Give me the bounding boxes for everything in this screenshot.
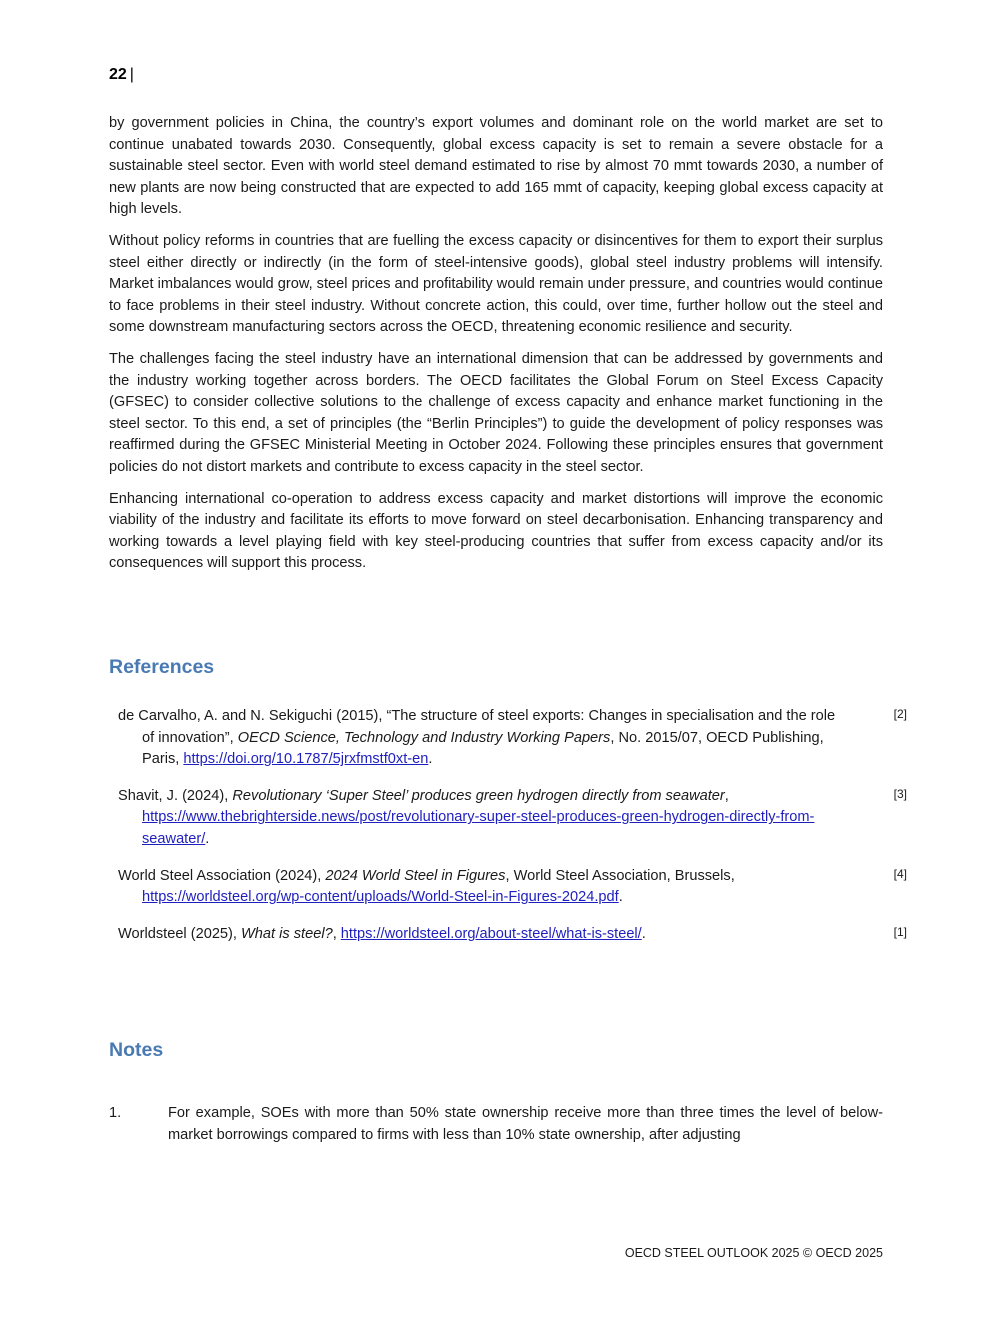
reference-title: 2024 World Steel in Figures: [325, 867, 506, 884]
reference-end: .: [205, 830, 210, 847]
reference-tag: [4]: [893, 866, 907, 881]
page-number: [109, 66, 134, 84]
note-text: For example, SOEs with more than 50% state ownership receive more than three times the level of below-market borrowings compared to firms with less than 10% state ownership, after adjusting: [168, 1105, 883, 1143]
paragraph: Without policy reforms in countries that are fuelling the excess capacity or disincentives for them to export their surplus steel either directly or indirectly (in the form of steel-intensive goods), global steel industry problems will intensify. Market imbalances would grow, steel prices and profitability would remain under pressure, and countries would continue to face problems in their steel industry. Without concrete action, this could, over time, further hollow out the steel and some downstream manufacturing sectors across the OECD, threatening economic resilience and security.: [109, 232, 883, 336]
paragraph: Enhancing international co-operation to address excess capacity and market distortions will improve the economic viability of the industry and facilitate its efforts to move forward on steel decarbonisation. Enhancing transparency and working towards a level playing field with key steel-producing countries that suffer from excess capacity and/or its consequences will support this process.: [109, 490, 883, 572]
reference-text: World Steel Association (2024),: [118, 867, 326, 884]
reference-title: What is steel?: [241, 925, 333, 942]
note-item: [109, 1103, 883, 1146]
reference-end: .: [428, 751, 433, 768]
references-list: [118, 706, 907, 960]
reference-text: Worldsteel (2025),: [118, 925, 242, 942]
paragraph: The challenges facing the steel industry have an international dimension that can be addressed by governments and the industry working together across borders. The OECD facilitates the Global Forum on Steel Excess Capacity (GFSEC) to consider collective solutions to the challenge of excess capacity and enhance market functioning in the steel sector. To this end, a set of principles (the “Berlin Principles”) to guide the development of policy responses was reaffirmed during the GFSEC Ministerial Meeting in October 2024. Following these principles ensures that government policies do not distort markets and contribute to excess capacity in the steel sector.: [109, 350, 883, 475]
reference-item: [118, 706, 907, 771]
reference-text: Shavit, J. (2024),: [118, 787, 233, 804]
reference-link[interactable]: https://worldsteel.org/wp-content/uploads/World-Steel-in-Figures-2024.pdf: [142, 889, 619, 906]
reference-link[interactable]: https://www.thebrighterside.news/post/revolutionary-super-steel-produces-green-hydrogen-directly-from-seawater/: [142, 809, 815, 847]
reference-link[interactable]: https://worldsteel.org/about-steel/what-is-steel/: [340, 925, 642, 942]
reference-tag: [3]: [893, 786, 907, 801]
reference-text: de Carvalho, A. and N. Sekiguchi (2015), “The structure of steel exports: Changes in specialisation and the role of innovation”,: [118, 708, 836, 746]
body-text: [109, 113, 883, 585]
reference-title: OECD Science, Technology and Industry Working Papers: [237, 729, 611, 746]
reference-text: , No. 2015/07, OECD Publishing, Paris,: [142, 729, 824, 768]
notes-heading: Notes: [109, 1039, 164, 1061]
reference-tag: [2]: [893, 707, 907, 721]
reference-link[interactable]: https://doi.org/10.1787/5jrxfmstf0xt-en: [183, 751, 429, 768]
reference-end: .: [618, 889, 623, 906]
page-number-value: 22: [109, 66, 127, 83]
reference-title: Revolutionary ‘Super Steel’ produces green hydrogen directly from seawater: [232, 787, 725, 804]
note-number: 1.: [109, 1105, 122, 1121]
references-heading: References: [109, 656, 215, 678]
paragraph: by government policies in China, the country’s export volumes and dominant role on the world market are set to continue unabated towards 2030. Consequently, global excess capacity is set to remain a severe obstacle for a sustainable steel sector. Even with world steel demand estimated to rise by almost 70 mmt towards 2030, a number of new plants are now being constructed that are expected to add 165 mmt of capacity, keeping global excess capacity at high levels.: [109, 115, 883, 218]
page-footer: OECD STEEL OUTLOOK 2025 © OECD 2025: [624, 1246, 883, 1260]
reference-end: .: [641, 925, 646, 942]
reference-text: , World Steel Association, Brussels,: [505, 867, 735, 884]
reference-item: [118, 866, 907, 909]
reference-text: ,: [332, 925, 341, 942]
reference-item: [118, 924, 907, 946]
reference-text: ,: [724, 787, 729, 804]
reference-tag: [1]: [893, 924, 907, 939]
page-number-separator: |: [129, 66, 134, 83]
reference-item: [118, 786, 907, 851]
